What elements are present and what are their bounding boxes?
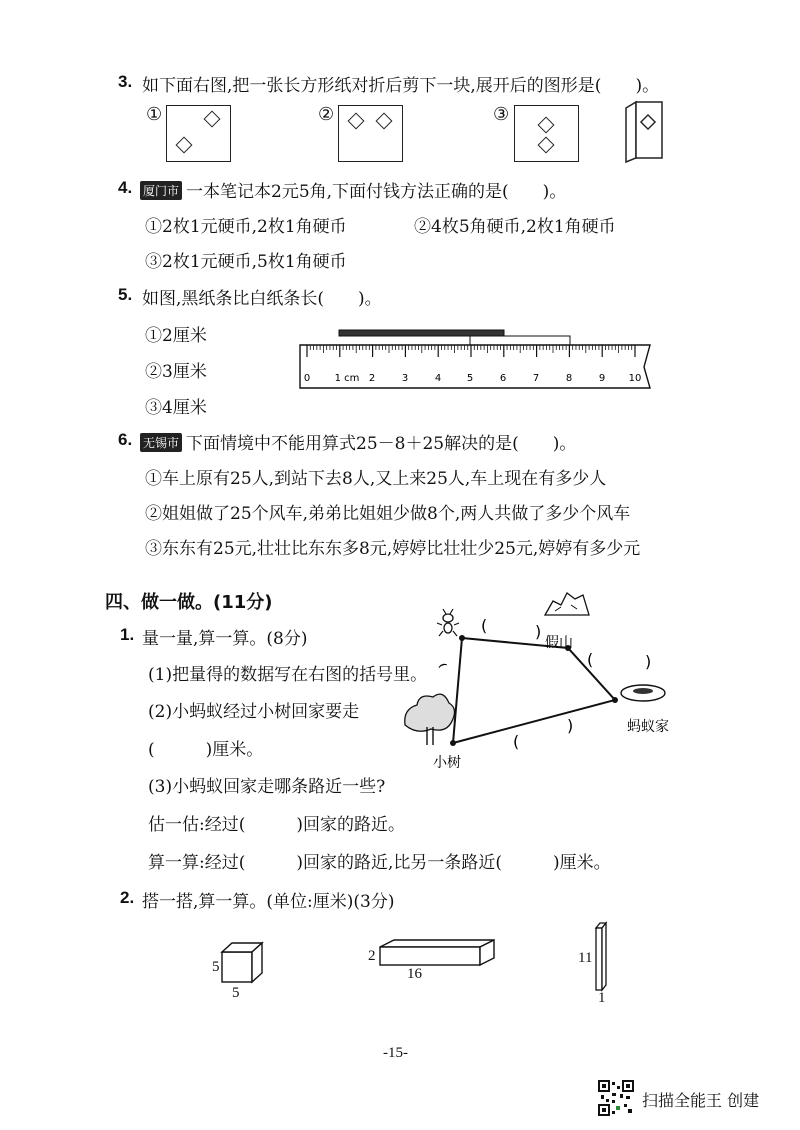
q5-text: 如图,黑纸条比白纸条长( )。 (142, 289, 382, 309)
q3-option-3-label: ③ (493, 104, 510, 125)
ruler-label: 7 (532, 373, 540, 384)
blank-paren: ( (513, 732, 520, 751)
s4-p1-calculate: 算一算:经过( )回家的路近,比另一条路近( )厘米。 (148, 853, 611, 873)
folded-paper-figure (618, 96, 668, 166)
tree-point (450, 740, 456, 746)
blank-paren: ( (587, 650, 594, 669)
q5-number: 5. (118, 285, 133, 304)
ruler-figure (295, 325, 660, 390)
q4-text: 一本笔记本2元5角,下面付钱方法正确的是( )。 (186, 182, 567, 202)
ruler-label: 4 (434, 373, 442, 384)
s4-p1-title: 量一量,算一算。(8分) (142, 629, 308, 649)
s4-p1-number: 1. (120, 625, 135, 644)
cube-figure (212, 938, 272, 1000)
prism-figure (374, 937, 504, 977)
ruler-label: 10 (628, 373, 642, 384)
diamond-hole (348, 113, 365, 130)
s4-p1-step-2: (2)小蚂蚁经过小树回家要走 (148, 702, 360, 722)
q4-option-2: ②4枚5角硬币,2枚1角硬币 (414, 217, 616, 237)
q6-line (140, 429, 576, 454)
stick-side-label: 11 (578, 950, 593, 966)
blank-paren: ) (535, 622, 542, 641)
s4-p1-step-1: (1)把量得的数据写在右图的括号里。 (148, 665, 428, 685)
diamond-hole (204, 111, 221, 128)
cube-side-label: 5 (212, 959, 220, 975)
page-number: -15- (383, 1045, 408, 1061)
ruler-label: 9 (598, 373, 606, 384)
q4-line (140, 177, 566, 202)
q5-option-1: ①2厘米 (145, 326, 207, 346)
q6-text: 下面情境中不能用算式25－8＋25解决的是( )。 (186, 434, 577, 454)
q4-number: 4. (118, 178, 133, 197)
s4-p1-estimate: 估一估:经过( )回家的路近。 (148, 815, 405, 835)
diamond-hole (538, 117, 555, 134)
stick-figure (590, 920, 614, 994)
ruler-label: 3 (401, 373, 409, 384)
ruler-label: 5 (466, 373, 474, 384)
ruler-label: 0 (303, 373, 311, 384)
tree-icon (405, 694, 455, 745)
hill-label: 假山 (545, 635, 573, 651)
blank-paren: ( (481, 616, 488, 635)
home-point (612, 697, 618, 703)
ruler-label: 2 (368, 373, 376, 384)
ruler-label: 6 (499, 373, 507, 384)
section-4-title: 四、做一做。(11分) (105, 592, 273, 613)
blank-paren: ⌢ (433, 653, 451, 675)
diamond-hole (376, 113, 393, 130)
q4-region-badge: 厦门市 (140, 181, 182, 200)
scanner-brand: 扫描全能王 创建 (642, 1091, 760, 1110)
q3-number: 3. (118, 72, 133, 91)
ant-start-point (459, 635, 465, 641)
q4-option-1: ①2枚1元硬币,2枚1角硬币 (145, 217, 347, 237)
rockery-icon (545, 593, 589, 615)
blank-paren: ) (645, 652, 652, 671)
q3-text: 如下面右图,把一张长方形纸对折后剪下一块,展开后的图形是( )。 (142, 76, 660, 96)
ant-nest-icon (621, 685, 665, 701)
stick-bottom-label: 1 (598, 990, 606, 1006)
ant-route-diagram (395, 585, 695, 780)
tree-label: 小树 (433, 755, 461, 771)
q3-option-2-label: ② (318, 104, 335, 125)
white-paper-strip (470, 336, 570, 345)
diamond-hole (176, 137, 193, 154)
home-label: 蚂蚁家 (627, 719, 669, 735)
prism-bottom-label: 16 (407, 966, 422, 982)
q6-option-1: ①车上原有25人,到站下去8人,又上来25人,车上现在有多少人 (145, 469, 607, 489)
ant-icon (437, 609, 459, 636)
s4-p2-number: 2. (120, 888, 135, 907)
blank-paren: ) (567, 716, 574, 735)
q5-option-2: ②3厘米 (145, 362, 207, 382)
q3-option-3-figure (514, 105, 579, 162)
qr-code-icon (598, 1080, 634, 1116)
q3-option-2-figure (338, 105, 403, 162)
s4-p1-step-3: (3)小蚂蚁回家走哪条路近一些? (148, 777, 386, 797)
prism-side-label: 2 (368, 948, 376, 964)
s4-p2-title: 搭一搭,算一算。(单位:厘米)(3分) (142, 892, 395, 912)
black-paper-strip (339, 330, 504, 336)
ruler-label: 1 cm (334, 373, 360, 384)
q6-number: 6. (118, 430, 133, 449)
ruler-label: 8 (565, 373, 573, 384)
q3-option-1-label: ① (146, 104, 163, 125)
q6-option-2: ②姐姐做了25个风车,弟弟比姐姐少做8个,两人共做了多少个风车 (145, 504, 631, 524)
q6-option-3: ③东东有25元,壮壮比东东多8元,婷婷比壮壮少25元,婷婷有多少元 (145, 539, 641, 559)
q3-option-1-figure (166, 105, 231, 162)
s4-p1-step-2-answer: ( )厘米。 (148, 740, 264, 760)
q5-option-3: ③4厘米 (145, 398, 207, 418)
diamond-hole (538, 137, 555, 154)
cube-bottom-label: 5 (232, 985, 240, 1001)
q6-region-badge: 无锡市 (140, 433, 182, 452)
q4-option-3: ③2枚1元硬币,5枚1角硬币 (145, 252, 347, 272)
